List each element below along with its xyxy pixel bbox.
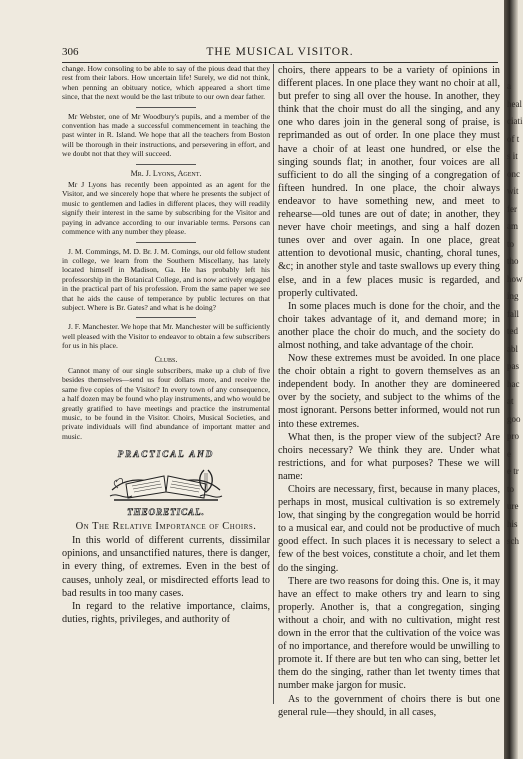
edge-fragment: fer <box>507 203 517 214</box>
webster-paragraph: Mr Webster, one of Mr Woodbury's pupils, and a member of the convention has made a successful commencement in teaching the past winter in R. Island. We hope that all the teachers from Boston will be thorough in their instructions, and persevering in effort, and we doubt not that they will succeed. <box>62 111 270 159</box>
edge-fragment: s it <box>507 151 518 161</box>
edge-fragment: ciati <box>507 116 523 126</box>
edge-fragment: how <box>507 273 523 284</box>
edge-fragment: heal <box>507 98 522 109</box>
open-book-lyre-icon <box>108 462 224 504</box>
article-paragraph: In this world of different currents, dissimilar opinions, and unsanctified natures, there is danger, in every thing, of extremes. Even in the best of causes, unholy zeal, or misdirected efforts lead to bad results in too many cases. <box>62 535 270 599</box>
page-header <box>62 46 498 60</box>
article-paragraph: There are two reasons for doing this. One is, it may have an effect to make others try and learn to sing properly. Another is, that a congregation, singing without a choir, and with no cultivation, might rest down in the error that the cultivation of the voice was of no importance, and therefore would be unwilling to promote it. If there are but ten who can sing, better let them do the singing, rather than let twenty times that number make jargon for music. <box>278 575 500 692</box>
divider <box>136 242 196 243</box>
divider <box>136 317 196 318</box>
edge-fragment: ure <box>507 501 519 511</box>
article-start <box>62 534 270 626</box>
intro-paragraph: change. How consoling to be able to say of the pious dead that they rest from their labors. How uncertain life! Surely, we did not think, when penning an obituary notice, which appeared a short time since, that the next would be the last tribute to our own dear father. <box>62 64 270 102</box>
edge-fragment: wit <box>507 186 519 196</box>
edge-fragment: sch <box>507 536 519 546</box>
edge-fragment: to <box>507 483 515 494</box>
divider <box>136 107 196 108</box>
column-divider <box>273 64 274 704</box>
vignette-bottom-text: THEORETICAL. <box>127 507 205 518</box>
edge-fragment: fall <box>507 308 519 319</box>
article-paragraph: choirs, there appears to be a variety of opinions in different places. In one place they want no choir at all, but prefer to sing all over the house. In another, they think that the choir must do all the singing, and any one who dares join in the general song of praise, is reprimanded as out of order. In one place they must have a choir of at least one hundred, or else the singing sounds flat; in another, four voices are all sufficient to do all the singing of a congregation of fifteen hundred. In one place, the choir always endeavor to have something new, and meet to rehearse—old tunes are out of date; in another, they never have choir meetings, and sing a half dozen tunes over and over again. In one place, great attention to devotional music, chanting, choral tunes, &c; in another style and taste swallows up every thing else, and in a few places music is regarded, and properly cultivated. <box>278 65 500 299</box>
edge-fragment: at <box>507 396 514 406</box>
lyons-paragraph: Mr J Lyons has recently been appointed as an agent for the Visitor, and we sincerely hope that where he presents the subject of music to gentlemen and ladies in different places, they will readily signify their interest in the same by subscribing for the Visitor and paying in advance according to our invariable terms. Persons can commence with any number they please. <box>62 180 270 237</box>
edge-fragment: tho <box>507 256 519 266</box>
divider <box>136 164 196 165</box>
article-paragraph: Now these extremes must be avoided. In one place the choir obtain a right to govern themselves as an independent body. In another they are domineered over by the society, and subject to the whims of the most ignorant. Persons better informed, would not run into these extremes. <box>278 353 500 430</box>
clubs-paragraph: Cannot many of our single subscribers, make up a club of five besides themselves—send us four dollars more, and receive the same five copies of the Visitor? In every town of any consequence, a half dozen may be found who play instruments, and who would be greatly gratified to have meetings and practice the instrumental music, to be found in the Visitor. Choirs, Musical Societies, and private individuals will find abundance of important matter and music. <box>62 365 270 441</box>
vignette-top-text: PRACTICAL AND <box>117 449 215 460</box>
article-paragraph: In some places much is done for the choir, and the choir takes advantage of it, and demand more; in another place the choir do much, and the society do almost nothing, and take advantage of the choir. <box>278 300 500 351</box>
edge-fragment: to <box>507 238 515 249</box>
article-title: On The Relative Importance of Choirs. <box>75 521 257 533</box>
manchester-paragraph: J. F. Manchester. We hope that Mr. Manchester will be sufficiently well pleased with the Visitor to endeavor to obtain a few subscribers for us in his place. <box>62 322 270 351</box>
commings-paragraph: J. M. Commings, M. D. Br. J. M. Comings, our old fellow student in college, we learn from the Southern Miscellany, has lately located himself in Madison, Ga. He has probably left his professorship in the Botanical College, and is now actively engaged in the practical part of his profession. From the same paper we see that he aids the cause of temperance by public lectures on that subject. Where is Br. Gates? and what is he doing? <box>62 246 270 312</box>
edge-fragment: am <box>507 221 518 231</box>
edge-fragment: abl <box>507 343 518 354</box>
edge-fragment: of t <box>507 133 520 144</box>
edge-fragment: ing <box>507 291 519 301</box>
article-paragraph: What then, is the proper view of the subject? Are choirs necessary? We think they are. Under what restrictions, and for what purposes? These we will name: <box>278 431 500 482</box>
clubs-heading: Clubs. <box>154 354 178 364</box>
edge-fragment: ted <box>507 326 518 336</box>
edge-fragment: a <box>507 81 511 91</box>
article-continued <box>278 64 500 719</box>
news-notes <box>62 64 270 441</box>
left-column <box>62 64 270 626</box>
article-paragraph: As to the government of choirs there is but one general rule—they should, in all cases, <box>278 693 500 718</box>
article-paragraph: In regard to the relative importance, claims, duties, rights, privileges, and authority of <box>62 600 270 625</box>
article-paragraph: Choirs are necessary, first, because in many places, perhaps in most, musical cultivation is so extremely low, that singing by the congregation would be horrid to a musical ear, and could not be productive of much good effect. In such places it is necessary to select a few of the best voices, constitute a choir, and let them do the singing. <box>278 484 500 574</box>
edge-fragment: goo <box>507 413 521 424</box>
edge-fragment: his <box>507 518 518 529</box>
edge-fragment: e tr <box>507 466 519 476</box>
edge-fragment: onc <box>507 168 520 179</box>
edge-fragment: pas <box>507 361 519 371</box>
edge-fragment: hac <box>507 378 520 389</box>
right-column <box>278 64 500 719</box>
facing-page-edge <box>507 78 523 551</box>
edge-fragment: e <box>507 448 511 459</box>
page-number: 306 <box>62 46 79 58</box>
lyons-heading: Mr. J. Lyons, Agent. <box>130 168 202 178</box>
edge-fragment: pro <box>507 431 519 441</box>
header-rule <box>62 62 498 63</box>
running-title: THE MUSICAL VISITOR. <box>206 46 354 58</box>
practical-theoretical-vignette <box>78 449 254 517</box>
